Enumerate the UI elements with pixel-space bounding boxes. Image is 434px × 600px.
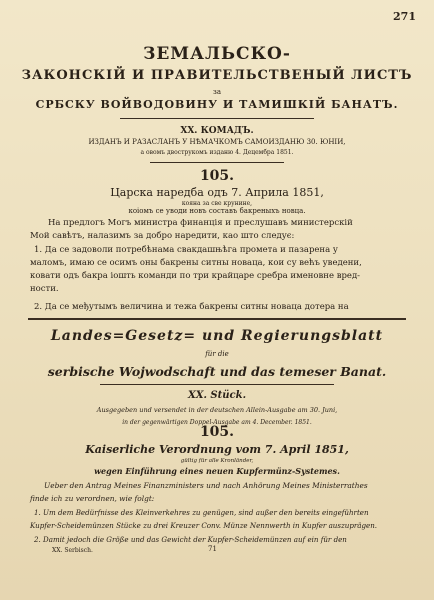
cyr-part: XX. КОМАДЪ. xyxy=(180,126,254,136)
ger-item2-a: 2. Damit jedoch die Größe und das Gewicht der Kupfer-Scheidemünzen auf ein für den xyxy=(34,535,347,544)
ger-number: 105. xyxy=(199,424,235,440)
cyr-za: за xyxy=(213,88,221,96)
cyr-title-line1: ЗЕМАЛЬСКО- xyxy=(143,44,291,64)
ger-item1-b: Kupfer-Scheidemünzen Stücke zu drei Kreuzer Conv. Münze Nennwerth in Kupfer auszuprägen. xyxy=(30,521,378,530)
ger-title-line1: Landes=Gesetz= und Regierungsblatt xyxy=(50,328,384,344)
ger-part: XX. Stück. xyxy=(187,390,247,401)
footer-page: 71 xyxy=(208,545,217,553)
cyr-title-line3: СРБСКУ ВОЙВОДОВИНУ И ТАМИШКІЙ БАНАТЪ. xyxy=(35,98,399,111)
cyr-decree: Царска наредба одъ 7. Априла 1851, xyxy=(110,186,324,199)
cyr-item2-a: 2. Да се међутымъ величина и тежа бакрены ситны новаца дотера на xyxy=(34,302,349,312)
footer-left: XX. Serbisch. xyxy=(52,547,93,554)
cyr-item1-d: ности. xyxy=(30,284,59,294)
cyr-divider-2 xyxy=(150,162,284,163)
cyr-item1-b: маломъ, имаю се осимъ оны бакрены ситны новаца, кои су већъ уведени, xyxy=(30,258,362,268)
ger-issued2: in der gegenwärtigen Doppel-Ausgabe am 4. December. 1851. xyxy=(122,419,312,426)
ger-para1: Ueber den Antrag Meines Finanzministers und nach Anhörung Meines Ministerrathes xyxy=(44,481,368,490)
cyr-title-line2: ЗАКОНСКІЙ И ПРАВИТЕЛЬСТВЕНЫЙ ЛИСТЪ xyxy=(21,68,413,83)
cyr-divider xyxy=(120,118,314,119)
cyr-issued: ИЗДАНЪ И РАЗАСЛАНЪ У НѢМАЧКОМЪ САМОИЗДАНЮ 30. ЮНІИ, xyxy=(88,138,346,146)
ger-fuer: für die xyxy=(205,350,229,358)
cyr-number: 105. xyxy=(199,168,235,184)
ger-purpose: wegen Einführung eines neuen Kupfermünz-Systemes. xyxy=(94,466,340,476)
section-divider xyxy=(28,318,406,320)
cyr-valid: кояна за све крунине, xyxy=(181,200,253,207)
cyr-item1-a: 1. Да се задоволи потребѣнама свакдашњѣга промета и пазарена у xyxy=(34,245,338,255)
ger-title-line2: serbische Wojwodschaft und das temeser Banat. xyxy=(47,364,387,379)
cyr-item1-c: ковати одъ бакра іошть команди по три крайцаре сребра именовне вред- xyxy=(30,271,361,281)
cyr-para2: Мой савѣтъ, налазимъ за добро наредити, као што следує: xyxy=(30,231,295,241)
cyr-purpose: коіомъ се уводи новъ составъ бакреныхъ новца. xyxy=(128,207,306,215)
ger-issued: Ausgegeben und versendet in der deutschen Allein-Ausgabe am 30. Juni, xyxy=(96,406,338,414)
ger-divider xyxy=(100,384,334,385)
page-number: 271 xyxy=(393,10,416,23)
ger-decree: Kaiserliche Verordnung vom 7. April 1851, xyxy=(85,443,349,456)
cyr-para1: На предлогъ Могъ министра финанція и преслушавъ министерскій xyxy=(48,218,353,228)
ger-item1-a: 1. Um dem Bedürfnisse des Kleinverkehres zu genügen, sind außer den bereits eingeführten xyxy=(34,508,369,517)
cyr-issued2: а овомъ двострукомъ изданю 4. Децембра 1851. xyxy=(140,149,294,156)
ger-valid: gültig für alle Kronländer, xyxy=(180,458,254,464)
ger-para2: finde ich zu verordnen, wie folgt: xyxy=(30,494,155,503)
